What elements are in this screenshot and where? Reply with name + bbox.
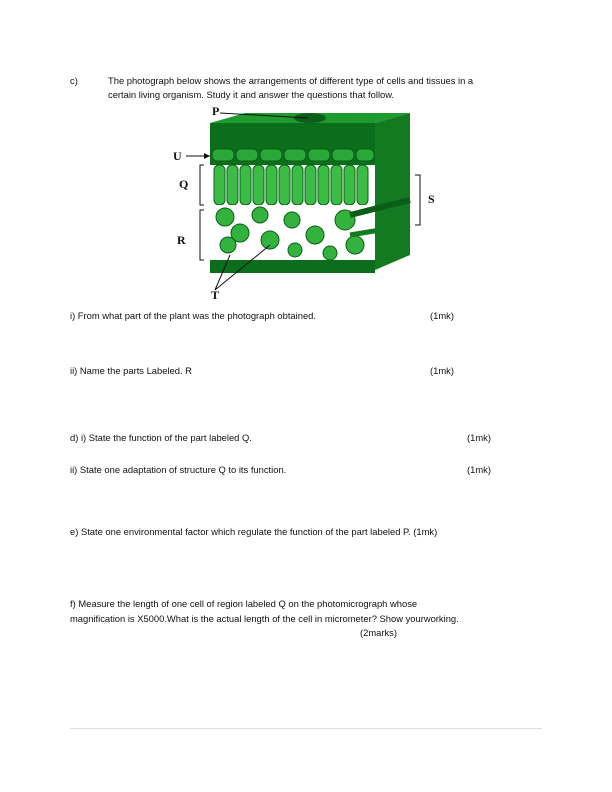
question-c-line1: The photograph below shows the arrangements of different type of cells and tissues in a <box>108 75 474 86</box>
label-r: R <box>177 233 186 247</box>
question-f-line2: magnification is X5000.What is the actual length of the cell in micrometer? Show yourworking. <box>70 613 459 624</box>
question-i-marks: (1mk) <box>430 310 454 321</box>
label-p: P <box>212 104 220 118</box>
label-q: Q <box>179 177 189 191</box>
question-d-i: d) i) State the function of the part labeled Q. <box>70 432 252 443</box>
stoma-p <box>294 113 326 123</box>
leaf-cross-section-diagram <box>170 105 440 305</box>
label-s: S <box>428 192 435 206</box>
question-d-ii: ii) State one adaptation of structure Q to its function. <box>70 464 287 475</box>
question-f-line1: f) Measure the length of one cell of region labeled Q on the photomicrograph whose <box>70 598 418 609</box>
palisade-layer-q <box>214 165 368 205</box>
question-e: e) State one environmental factor which regulate the function of the part labeled P. (1mk) <box>70 526 438 537</box>
lower-epidermis <box>210 260 375 273</box>
question-c-number: c) <box>70 75 78 86</box>
question-ii-marks: (1mk) <box>430 365 454 376</box>
label-u: U <box>173 149 182 163</box>
question-ii: ii) Name the parts Labeled. R <box>70 365 192 376</box>
question-f-marks: (2marks) <box>360 627 397 638</box>
question-c-line2: certain living organism. Study it and answer the questions that follow. <box>108 89 395 100</box>
question-d-ii-marks: (1mk) <box>467 464 491 475</box>
question-d-i-marks: (1mk) <box>467 432 491 443</box>
question-i: i) From what part of the plant was the photograph obtained. <box>70 310 316 321</box>
page-divider <box>70 728 542 729</box>
label-t: T <box>211 288 220 302</box>
side-face <box>375 113 410 270</box>
